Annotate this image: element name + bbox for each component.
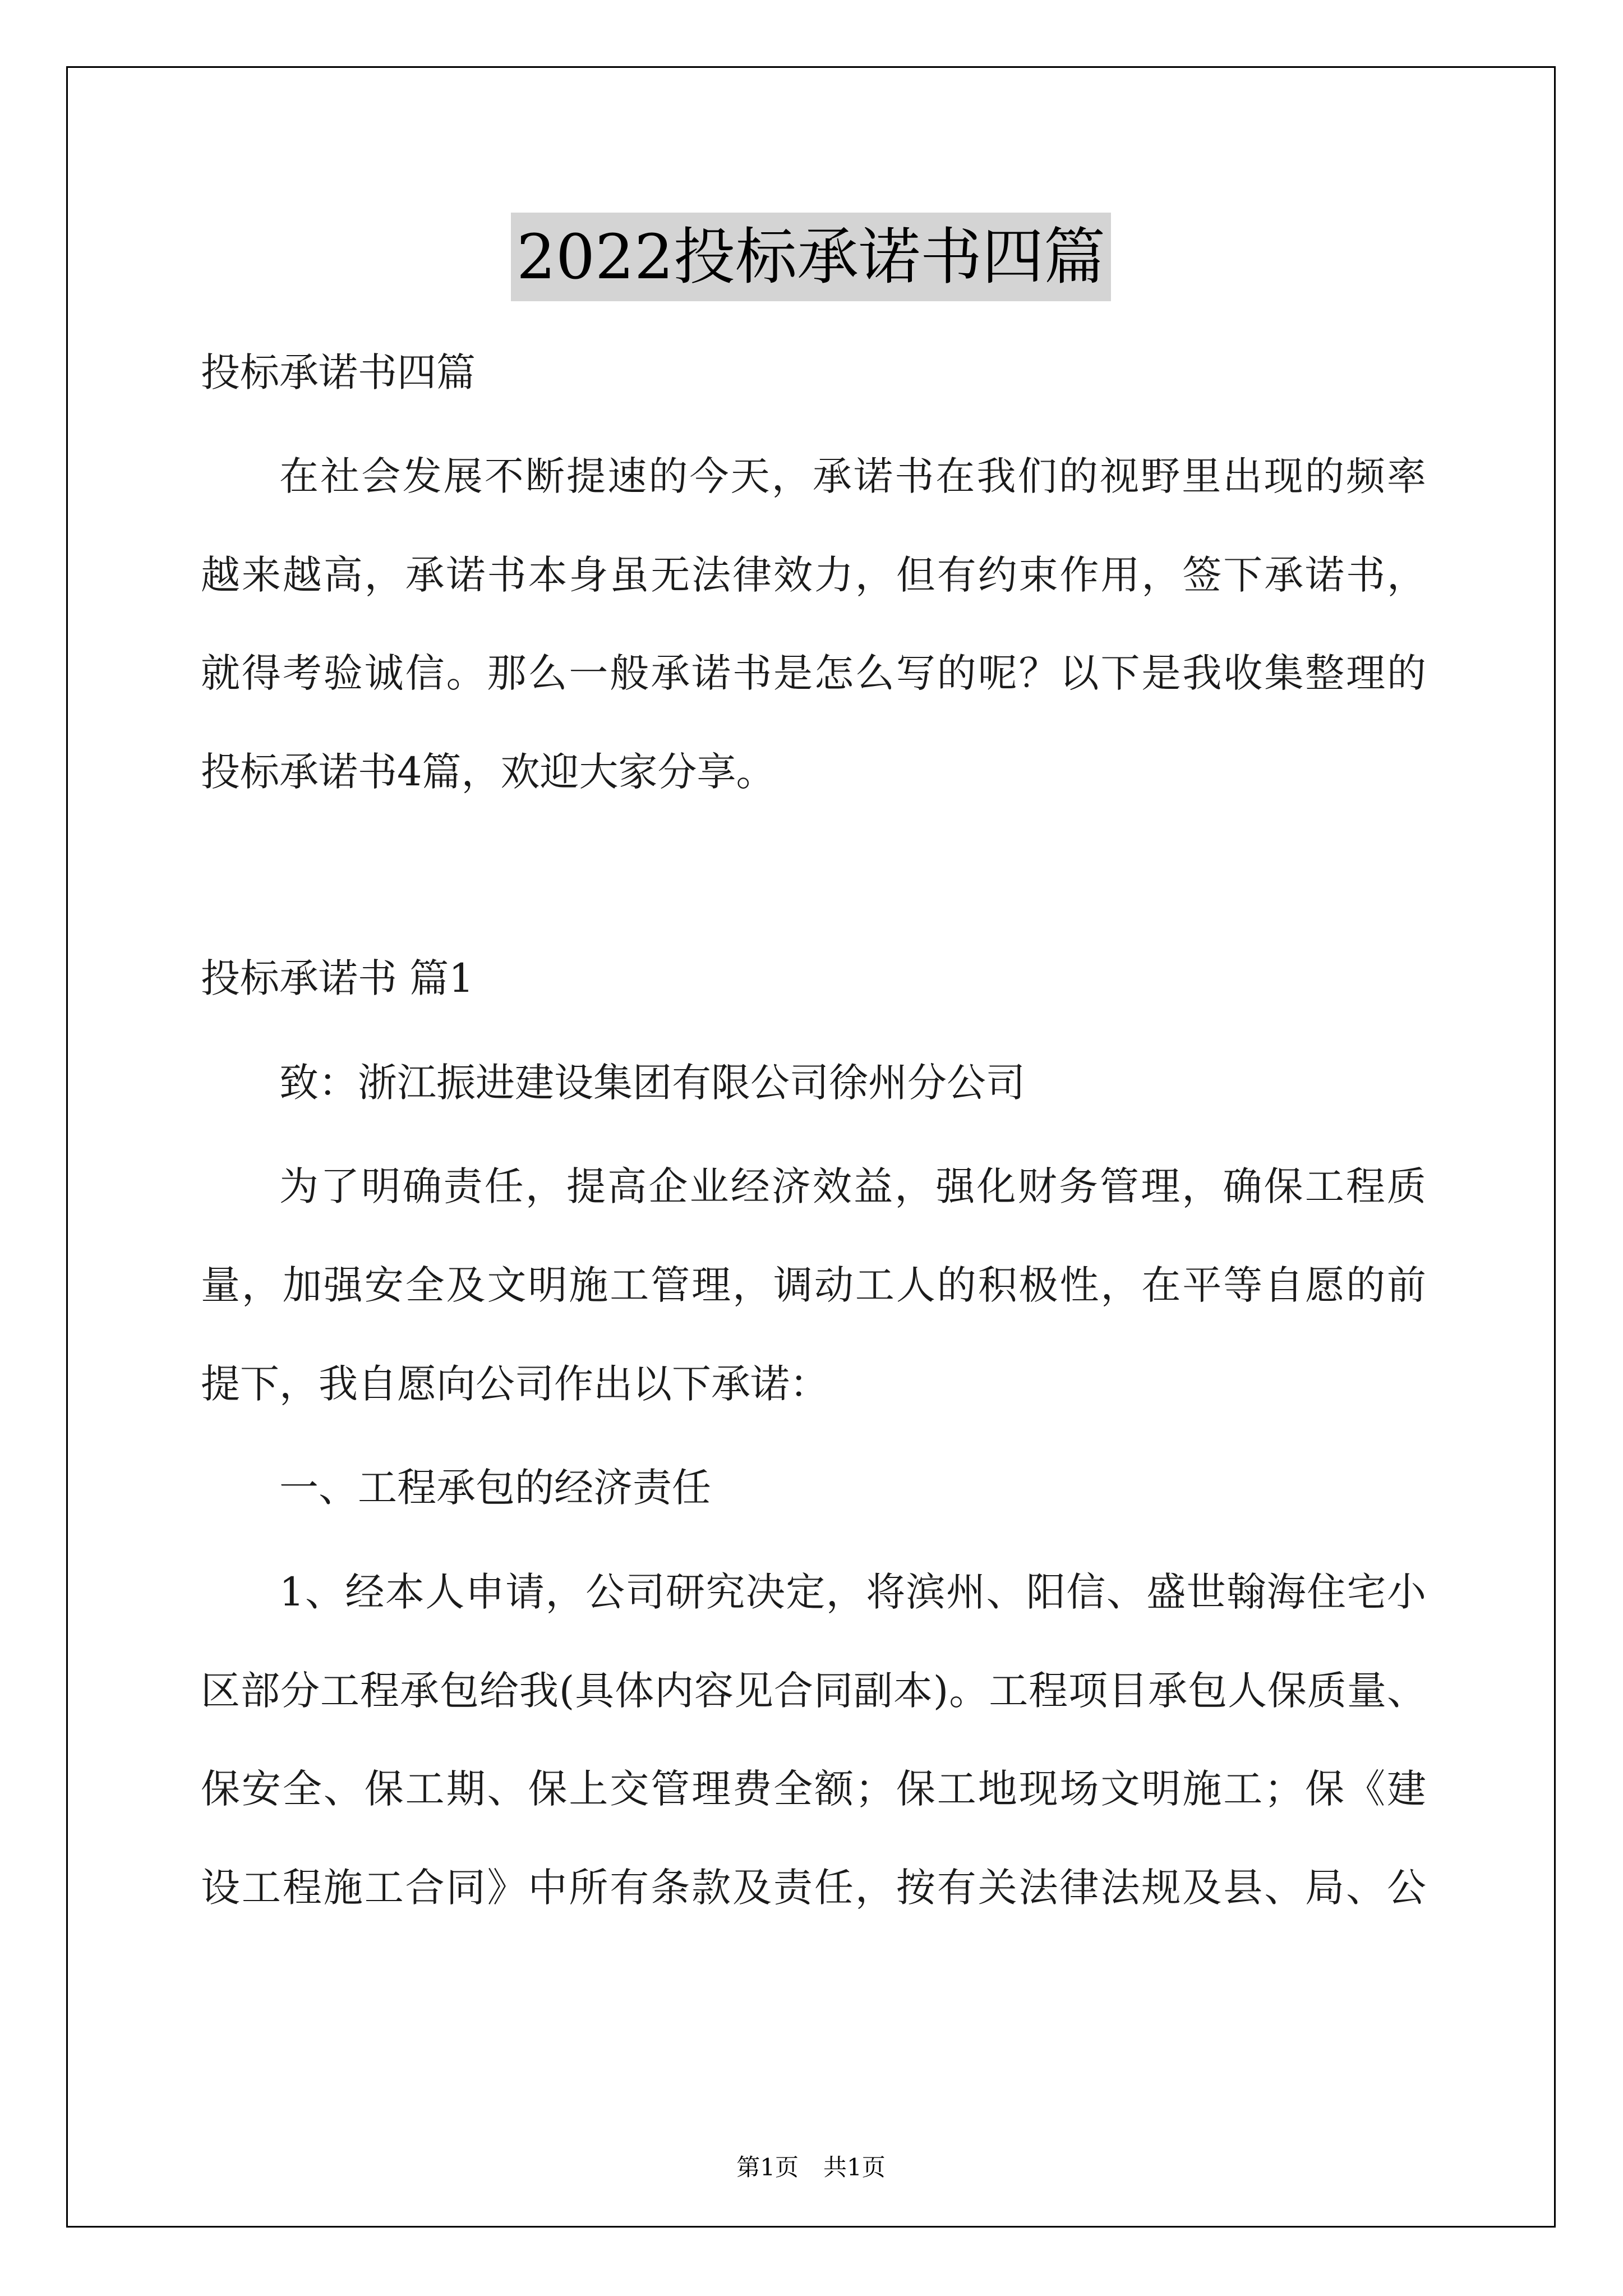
section-heading: 投标承诺书 篇1 bbox=[201, 955, 474, 1001]
paragraph-line: 投标承诺书4篇，欢迎大家分享。 bbox=[201, 749, 776, 795]
section-heading: 投标承诺书四篇 bbox=[201, 349, 476, 395]
page-number-current: 第1页 bbox=[736, 2154, 799, 2181]
paragraph-line: 1、经本人申请，公司研究决定，将滨州、阳信、盛世翰海住宅小 bbox=[279, 1569, 1426, 1615]
page-number-total: 共1页 bbox=[823, 2154, 886, 2181]
paragraph-line: 越来越高，承诺书本身虽无法律效力，但有约束作用，签下承诺书， bbox=[201, 552, 1426, 598]
title-container bbox=[68, 213, 1554, 301]
paragraph-line: 就得考验诚信。那么一般承诺书是怎么写的呢？以下是我收集整理的 bbox=[201, 650, 1426, 696]
paragraph-line: 量，加强安全及文明施工管理，调动工人的积极性，在平等自愿的前 bbox=[201, 1262, 1426, 1308]
paragraph-line: 在社会发展不断提速的今天，承诺书在我们的视野里出现的频率 bbox=[279, 453, 1426, 499]
recipient-line: 致：浙江振进建设集团有限公司徐州分公司 bbox=[279, 1060, 1025, 1106]
document-page bbox=[66, 66, 1556, 2228]
paragraph-line: 区部分工程承包给我(具体内容见合同副本)。工程项目承包人保质量、 bbox=[201, 1668, 1426, 1714]
paragraph-line: 提下，我自愿向公司作出以下承诺： bbox=[201, 1361, 829, 1407]
subheading-line: 一、工程承包的经济责任 bbox=[279, 1465, 711, 1511]
page-footer bbox=[68, 2149, 1554, 2183]
document-title: 2022投标承诺书四篇 bbox=[511, 213, 1111, 301]
paragraph-line: 为了明确责任，提高企业经济效益，强化财务管理，确保工程质 bbox=[279, 1163, 1426, 1209]
paragraph-line: 设工程施工合同》中所有条款及责任，按有关法律法规及县、局、公 bbox=[201, 1865, 1426, 1911]
paragraph-line: 保安全、保工期、保上交管理费全额；保工地现场文明施工；保《建 bbox=[201, 1766, 1426, 1812]
